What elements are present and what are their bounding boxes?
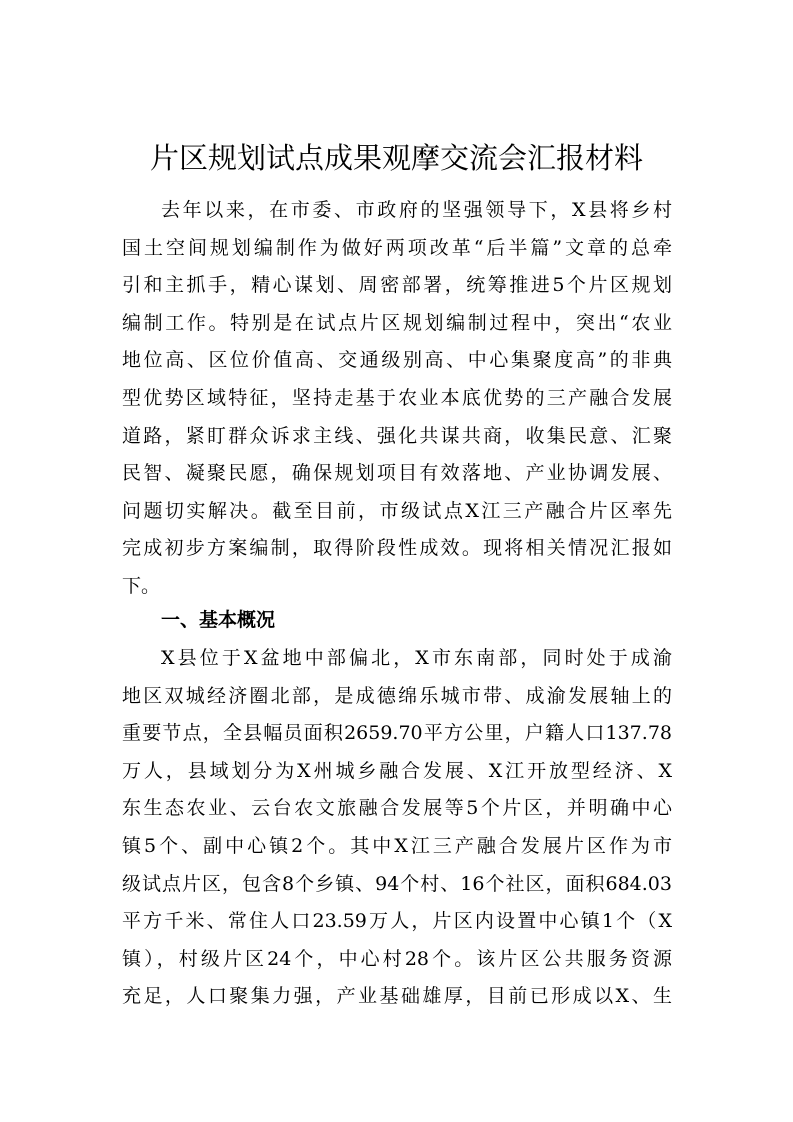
paragraph-line: 完成初步方案编制，取得阶段性成效。现将相关情况汇报如 xyxy=(122,537,672,560)
section-heading: 一、基本概况 xyxy=(161,609,276,631)
paragraph-line: 东生态农业、云台农文旅融合发展等5个片区，并明确中心 xyxy=(122,797,672,820)
paragraph-line: 去年以来，在市委、市政府的坚强领导下，X县将乡村 xyxy=(161,199,672,221)
paragraph-line: 地区双城经济圈北部，是成德绵乐城市带、成渝发展轴上的 xyxy=(122,684,672,707)
paragraph-line: 编制工作。特别是在试点片区规划编制过程中，突出“农业 xyxy=(122,311,672,334)
paragraph-line: 民智、凝聚民愿，确保规划项目有效落地、产业协调发展、 xyxy=(122,462,672,485)
paragraph-line: 问题切实解决。截至目前，市级试点X江三产融合片区率先 xyxy=(122,499,672,522)
paragraph-line: 地位高、区位价值高、交通级别高、中心集聚度高”的非典 xyxy=(122,349,672,372)
paragraph-line: X县位于X盆地中部偏北，X市东南部，同时处于成渝 xyxy=(161,647,672,669)
paragraph-line: 重要节点，全县幅员面积2659.70平方公里，户籍人口137.78 xyxy=(122,722,672,745)
paragraph-line: 充足，人口聚集力强，产业基础雄厚，目前已形成以X、生 xyxy=(122,985,672,1008)
paragraph-overview xyxy=(122,640,672,1016)
paragraph-line: 下。 xyxy=(122,574,161,597)
paragraph-line: 国土空间规划编制作为做好两项改革“后半篇”文章的总牵 xyxy=(122,236,672,259)
paragraph-line: 型优势区域特征，坚持走基于农业本底优势的三产融合发展 xyxy=(122,386,672,409)
paragraph-line: 引和主抓手，精心谋划、周密部署，统筹推进5个片区规划 xyxy=(122,274,672,297)
paragraph-line: 镇），村级片区24个，中心村28个。该片区公共服务资源 xyxy=(122,947,672,970)
paragraph-line: 级试点片区，包含8个乡镇、94个村、16个社区，面积684.03 xyxy=(122,872,672,895)
paragraph-line: 平方千米、常住人口23.59万人，片区内设置中心镇1个（X xyxy=(122,910,672,933)
document-title: 片区规划试点成果观摩交流会汇报材料 xyxy=(149,141,643,175)
paragraph-intro xyxy=(122,192,672,606)
paragraph-line: 道路，紧盯群众诉求主线、强化共谋共商，收集民意、汇聚 xyxy=(122,424,672,447)
paragraph-line: 万人，县域划分为X州城乡融合发展、X江开放型经济、X xyxy=(122,759,672,782)
paragraph-line: 镇5个、副中心镇2个。其中X江三产融合发展片区作为市 xyxy=(122,834,672,857)
